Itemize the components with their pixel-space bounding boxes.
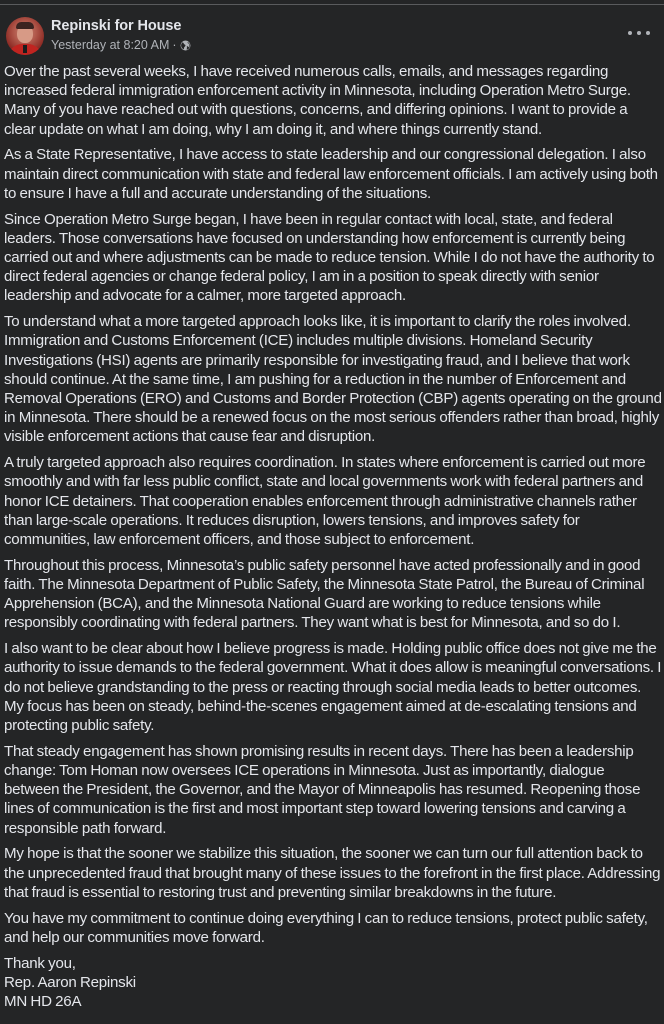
post-timestamp[interactable]: Yesterday at 8:20 AM	[51, 38, 170, 52]
post-body	[4, 62, 662, 1018]
post-paragraph: My hope is that the sooner we stabilize this situation, the sooner we can turn our full attention back to the unprecedented fraud that brought many of these issues to the forefront in the first place. Addressing that fraud is essential to restoring trust and preventing similar breakdowns in the future.	[4, 845, 661, 901]
post-paragraph: A truly targeted approach also requires coordination. In states where enforcement is carried out more smoothly and with far less public conflict, state and local governments work with federal partners and honor ICE detainers. That cooperation enables enforcement through administrative channels rather than large-scale operations. It reduces disruption, lowers tensions, and improves safety for communities, law enforcement officers, and those subject to enforcement.	[4, 454, 646, 549]
more-options-icon	[646, 31, 650, 35]
post-paragraph: As a State Representative, I have access to state leadership and our congressional delegation. I also maintain direct communication with state and federal law enforcement officials. I am actively using both to ensure I have a full and accurate understanding of the situations.	[4, 146, 658, 202]
globe-icon[interactable]	[180, 40, 191, 51]
post-paragraph: Since Operation Metro Surge began, I have been in regular contact with local, state, and federal leaders. Those conversations have focused on understanding how enforcement is currently being carried out and where adjustments can be made to reduce tension. While I do not have the authority to direct federal agencies or change federal policy, I am in a position to speak directly with senior leadership and advocate for a calmer, more targeted approach.	[4, 210, 655, 305]
post-paragraph: I also want to be clear about how I believe progress is made. Holding public office does not give me the authority to issue demands to the federal government. What it does allow is meaningful conversations. I do not believe grandstanding to the press or reacting through social media leads to better outcomes. My focus has been on steady, behind-the-scenes engagement aimed at de-escalating tensions and protecting public safety.	[4, 640, 662, 735]
signoff-name: Rep. Aaron Repinski	[4, 973, 136, 991]
post-meta	[51, 38, 191, 52]
post-paragraph: Over the past several weeks, I have received numerous calls, emails, and messages regarding increased federal immigration enforcement activity in Minnesota, including Operation Metro Surge. Many of you have reached out with questions, concerns, and differing opinions. I want to provide a clear update on what I am doing, why I am doing it, and where things currently stand.	[4, 63, 631, 138]
avatar-collar	[23, 45, 27, 53]
post-header	[0, 0, 664, 58]
more-options-icon	[637, 31, 641, 35]
post-paragraph: You have my commitment to continue doing everything I can to reduce tensions, protect public safety, and help our communities move forward.	[4, 909, 648, 946]
author-name[interactable]: Repinski for House	[51, 18, 182, 34]
avatar[interactable]	[6, 17, 44, 55]
more-options-icon	[628, 31, 632, 35]
signoff-district: MN HD 26A	[4, 993, 82, 1011]
post-paragraph: To understand what a more targeted approach looks like, it is important to clarify the roles involved. Immigration and Customs Enforcement (ICE) includes multiple divisions. Homeland Security Investigations (HSI) agents are primarily responsible for investigating fraud, and I believe that work should continue. At the same time, I am pushing for a reduction in the number of Enforcement and Removal Operations (ERO) and Customs and Border Protection (CBP) agents operating on the ground in Minnesota. There should be a renewed focus on the most serious offenders rather than broad, highly visible enforcement actions that cause fear and disruption.	[4, 313, 662, 446]
post-signoff	[4, 954, 662, 1012]
signoff-closing: Thank you,	[4, 954, 76, 972]
avatar-hair	[16, 22, 34, 29]
meta-separator: ·	[172, 38, 177, 52]
post-paragraph: Throughout this process, Minnesota’s public safety personnel have acted professionally and in good faith. The Minnesota Department of Public Safety, the Minnesota State Patrol, the Bureau of Criminal Apprehension (BCA), and the Minnesota National Guard are working to reduce tensions while responsibly coordinating with federal partners. They want what is best for Minnesota, and so do I.	[4, 556, 645, 632]
more-options-button[interactable]	[628, 26, 650, 40]
post-paragraph: That steady engagement has shown promising results in recent days. There has been a leadership change: Tom Homan now oversees ICE operations in Minnesota. Just as importantly, dialogue between the President, the Governor, and the Mayor of Minneapolis has resumed. Reopening those lines of communication is the first and most important step toward lowering tensions and carving a responsible path forward.	[4, 742, 641, 837]
